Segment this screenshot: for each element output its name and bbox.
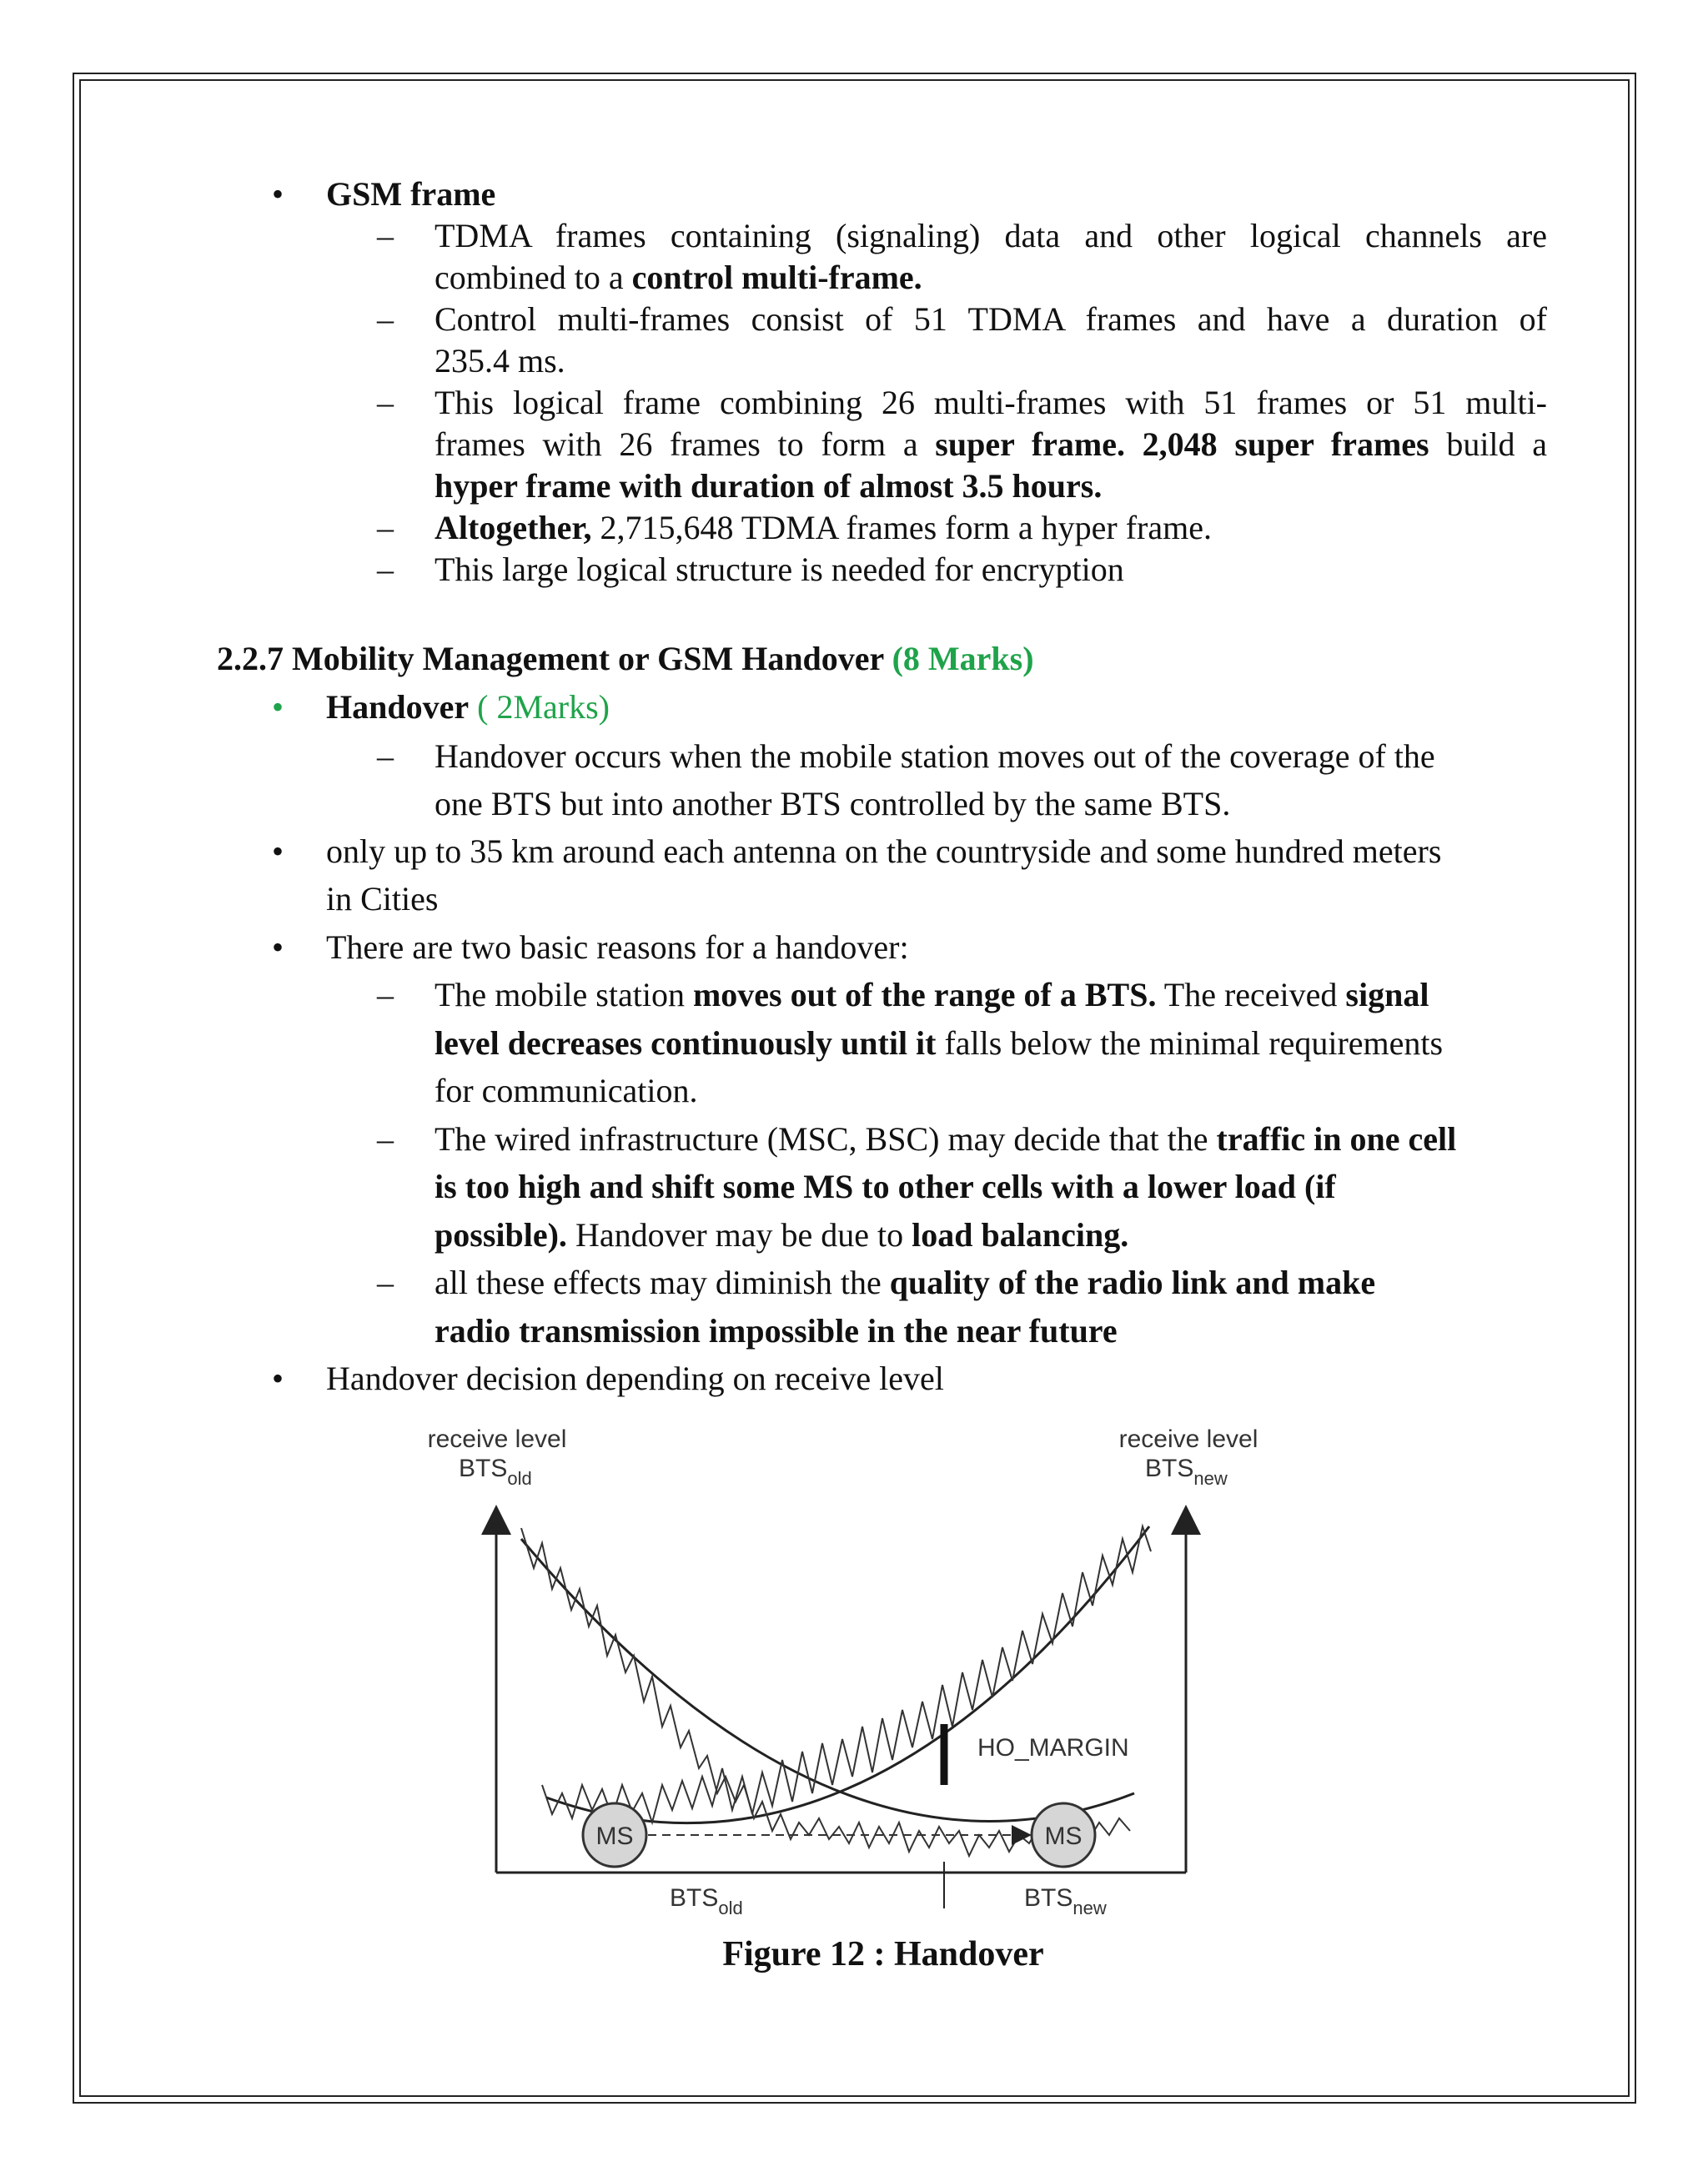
ms-new-label: MS: [1044, 1823, 1083, 1850]
coverage-line1: only up to 35 km around each antenna on the countryside and some hundred meters: [326, 832, 1442, 870]
bts-new-trend-curve: [546, 1526, 1149, 1823]
gsm-item1-line1: TDMA frames containing (signaling) data and other logical channels are: [435, 217, 1547, 254]
bullet-gsm-frame: •: [272, 175, 284, 213]
reasons-intro: There are two basic reasons for a handover:: [326, 928, 909, 966]
reason1-line3: for communication.: [435, 1072, 698, 1109]
gsm-frame-title: GSM frame: [326, 175, 496, 213]
dash: –: [377, 509, 394, 546]
reason3-line2: radio transmission impossible in the near future: [435, 1312, 1118, 1350]
handover-title: Handover ( 2Marks): [326, 688, 610, 726]
bullet-reasons: •: [272, 928, 284, 966]
dash: –: [377, 217, 394, 254]
bottom-bts-old-label: $BTS_{old}$: [670, 1884, 743, 1918]
gsm-item4: Altogether, 2,715,648 TDMA frames form a hyper frame.: [435, 509, 1212, 546]
section-heading: 2.2.7 Mobility Management or GSM Handover (8 Marks): [217, 640, 1034, 677]
right-axis-bts: $BTS_{new}$: [1145, 1455, 1228, 1489]
reason1-line1: The mobile station moves out of the range of a BTS. The received signal: [435, 976, 1429, 1013]
bullet-decision: •: [272, 1360, 284, 1397]
handover-desc-line1: Handover occurs when the mobile station moves out of the coverage of the: [435, 737, 1435, 775]
ho-margin-label: HO_MARGIN: [977, 1734, 1129, 1762]
left-axis-label: receive level: [427, 1425, 567, 1453]
dash: –: [377, 1264, 394, 1301]
dash: –: [377, 384, 394, 421]
gsm-item5: This large logical structure is needed for encryption: [435, 551, 1124, 588]
handover-desc-line2: one BTS but into another BTS controlled by the same BTS.: [435, 785, 1231, 822]
dash: –: [377, 1120, 394, 1158]
gsm-item3-line3: hyper frame with duration of almost 3.5 hours.: [435, 467, 1103, 505]
bottom-bts-new-label: $BTS_{new}$: [1024, 1884, 1107, 1918]
reason2-line3: possible). Handover may be due to load balancing.: [435, 1216, 1129, 1254]
bullet-coverage: •: [272, 832, 284, 870]
right-axis-label: receive level: [1118, 1425, 1258, 1453]
decision-text: Handover decision depending on receive level: [326, 1360, 944, 1397]
gsm-item3-line1: This logical frame combining 26 multi-frames with 51 frames or 51 multi-: [435, 384, 1547, 421]
dash: –: [377, 976, 394, 1013]
bts-old-trend-curve: [521, 1539, 1134, 1822]
bullet-handover: •: [272, 688, 284, 726]
dash: –: [377, 551, 394, 588]
gsm-item3-line2: frames with 26 frames to form a super frame. 2,048 super frames build a: [435, 425, 1547, 463]
dash: –: [377, 300, 394, 338]
gsm-item2-line2: 235.4 ms.: [435, 342, 565, 380]
figure-caption: Figure 12 : Handover: [722, 1935, 1044, 1973]
handover-figure: [400, 1418, 1301, 1918]
coverage-line2: in Cities: [326, 880, 439, 918]
reason2-line1: The wired infrastructure (MSC, BSC) may decide that the traffic in one cell: [435, 1120, 1457, 1158]
gsm-item2-line1: Control multi-frames consist of 51 TDMA frames and have a duration of: [435, 300, 1547, 338]
reason3-line1: all these effects may diminish the quality of the radio link and make: [435, 1264, 1376, 1301]
gsm-item1-line2: combined to a control multi-frame.: [435, 259, 922, 296]
reason1-line2: level decreases continuously until it falls below the minimal requirements: [435, 1024, 1444, 1062]
dash: –: [377, 737, 394, 775]
bts-new-signal: [542, 1526, 1151, 1823]
left-axis-bts: $BTS_{old}$: [459, 1455, 532, 1489]
ms-old-label: MS: [595, 1823, 634, 1850]
reason2-line2: is too high and shift some MS to other cells with a lower load (if: [435, 1168, 1336, 1205]
